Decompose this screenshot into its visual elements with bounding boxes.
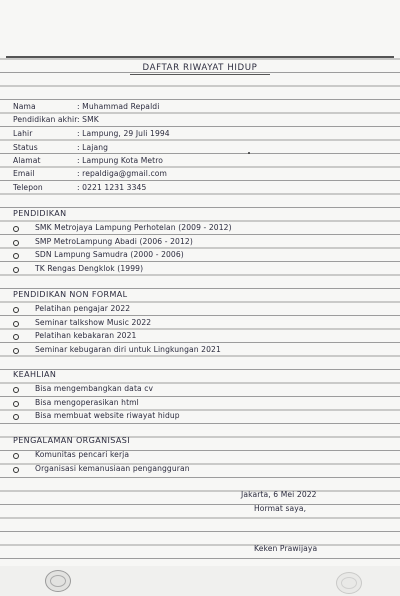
section-pendidikan: PENDIDIKAN: [13, 209, 67, 218]
organisasi-item: Organisasi kemanusiaan pengangguran: [35, 464, 190, 473]
bullet-icon: [13, 226, 19, 232]
organisasi-item: Komunitas pencari kerja: [35, 450, 130, 459]
ink-dot: [248, 152, 250, 154]
value-pendidikan: : SMK: [77, 115, 99, 124]
value-email: : repaldiga@gmail.com: [77, 169, 168, 178]
value-alamat: : Lampung Kota Metro: [77, 156, 164, 165]
pendidikan-item: TK Rengas Dengklok (1999): [35, 264, 144, 273]
keahlian-item: Bisa mengembangkan data cv: [35, 384, 154, 393]
value-lahir: : Lampung, 29 Juli 1994: [77, 129, 170, 138]
page-title: DAFTAR RIWAYAT HIDUP: [142, 63, 258, 73]
label-telepon: Telepon: [13, 183, 43, 192]
label-email: Email: [13, 169, 35, 178]
bullet-icon: [13, 334, 19, 340]
nonformal-item: Seminar kebugaran diri untuk Lingkungan 2021: [35, 345, 221, 354]
nonformal-item: Pelatihan pengajar 2022: [35, 304, 131, 313]
label-lahir: Lahir: [13, 129, 33, 138]
bullet-icon: [13, 453, 19, 459]
bullet-icon: [13, 253, 19, 259]
label-pendidikan: Pendidikan akhir: [13, 115, 78, 124]
keahlian-item: Bisa membuat website riwayat hidup: [35, 411, 180, 420]
bullet-icon: [13, 401, 19, 407]
bullet-icon: [13, 267, 19, 273]
value-nama: : Muhammad Repaldi: [77, 102, 160, 111]
label-alamat: Alamat: [13, 156, 41, 165]
signature-place-date: Jakarta, 6 Mei 2022: [241, 490, 317, 499]
stamp-icon: [336, 572, 362, 594]
bullet-icon: [13, 321, 19, 327]
section-organisasi: PENGALAMAN ORGANISASI: [13, 436, 130, 445]
stamp-icon: [45, 570, 71, 592]
value-status: : Lajang: [77, 143, 109, 152]
keahlian-item: Bisa mengoperasikan html: [35, 398, 139, 407]
value-telepon: : 0221 1231 3345: [77, 183, 147, 192]
nonformal-item: Pelatihan kebakaran 2021: [35, 331, 137, 340]
title-underline: [130, 74, 270, 75]
paper-top-margin: [0, 0, 400, 56]
signature-greeting: Hormat saya,: [254, 504, 307, 513]
signature-name: Keken Prawijaya: [254, 544, 318, 553]
bullet-icon: [13, 307, 19, 313]
pendidikan-item: SDN Lampung Samudra (2000 - 2006): [35, 250, 184, 259]
bullet-icon: [13, 240, 19, 246]
bullet-icon: [13, 414, 19, 420]
nonformal-item: Seminar talkshow Music 2022: [35, 318, 152, 327]
label-status: Status: [13, 143, 38, 152]
pendidikan-item: SMP MetroLampung Abadi (2006 - 2012): [35, 237, 193, 246]
section-nonformal: PENDIDIKAN NON FORMAL: [13, 290, 128, 299]
bullet-icon: [13, 467, 19, 473]
top-rule: [6, 56, 394, 58]
pendidikan-item: SMK Metrojaya Lampung Perhotelan (2009 - 2012): [35, 223, 232, 232]
section-keahlian: KEAHLIAN: [13, 370, 57, 379]
bullet-icon: [13, 387, 19, 393]
label-nama: Nama: [13, 102, 36, 111]
bullet-icon: [13, 348, 19, 354]
